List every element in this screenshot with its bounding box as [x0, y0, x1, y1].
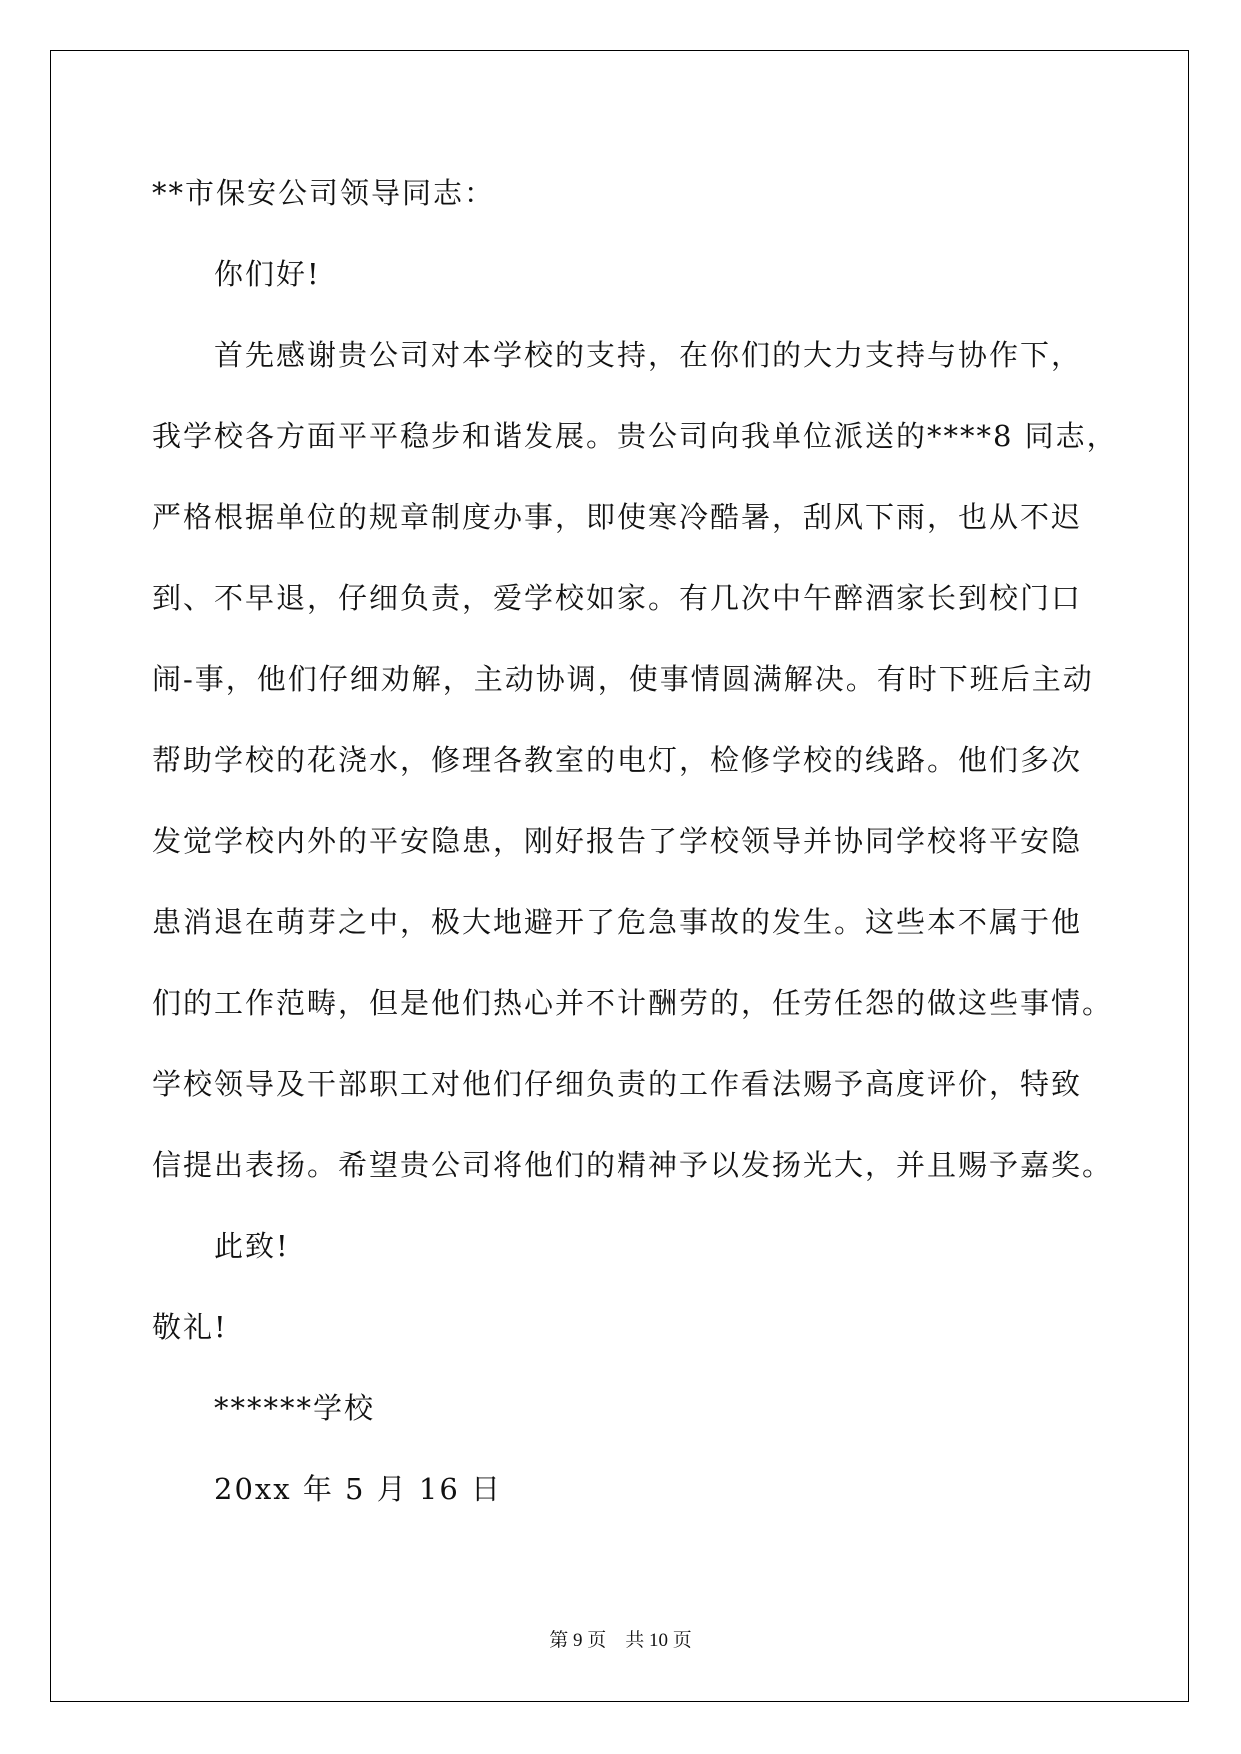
salutation: **市保安公司领导同志：: [152, 176, 496, 210]
sender-name: ******学校: [214, 1391, 376, 1425]
body-line: 闹-事，他们仔细劝解，主动协调，使事情圆满解决。有时下班后主动: [152, 662, 1094, 696]
body-line: 发觉学校内外的平安隐患，刚好报告了学校领导并协同学校将平安隐: [152, 824, 1083, 858]
letter-date: 20xx 年 5 月 16 日: [214, 1472, 503, 1506]
closing-ci-zhi: 此致!: [214, 1229, 290, 1263]
body-line: 学校领导及干部职工对他们仔细负责的工作看法赐予高度评价，特致: [152, 1067, 1083, 1101]
page-footer: [0, 1628, 1241, 1654]
body-line: 帮助学校的花浇水，修理各教室的电灯，检修学校的线路。他们多次: [152, 743, 1083, 777]
body-line: 患消退在萌芽之中，极大地避开了危急事故的发生。这些本不属于他: [152, 905, 1083, 939]
letter-body: [152, 168, 1118, 1545]
body-line: 首先感谢贵公司对本学校的支持，在你们的大力支持与协作下，: [214, 338, 1083, 372]
closing-jing-li: 敬礼!: [152, 1310, 228, 1344]
body-line: 到、不早退，仔细负责，爱学校如家。有几次中午醉酒家长到校门口: [152, 581, 1083, 615]
page-total: 共 10 页: [625, 1630, 692, 1651]
body-line: 信提出表扬。希望贵公司将他们的精神予以发扬光大，并且赐予嘉奖。: [152, 1148, 1114, 1182]
body-line: 严格根据单位的规章制度办事，即使寒冷酷暑，刮风下雨，也从不迟: [152, 500, 1083, 534]
body-line: 我学校各方面平平稳步和谐发展。贵公司向我单位派送的****8 同志，: [152, 419, 1118, 453]
body-line: 们的工作范畴，但是他们热心并不计酬劳的，任劳任怨的做这些事情。: [152, 986, 1114, 1020]
greeting: 你们好!: [214, 257, 321, 291]
page-number: 第 9 页: [549, 1630, 607, 1651]
